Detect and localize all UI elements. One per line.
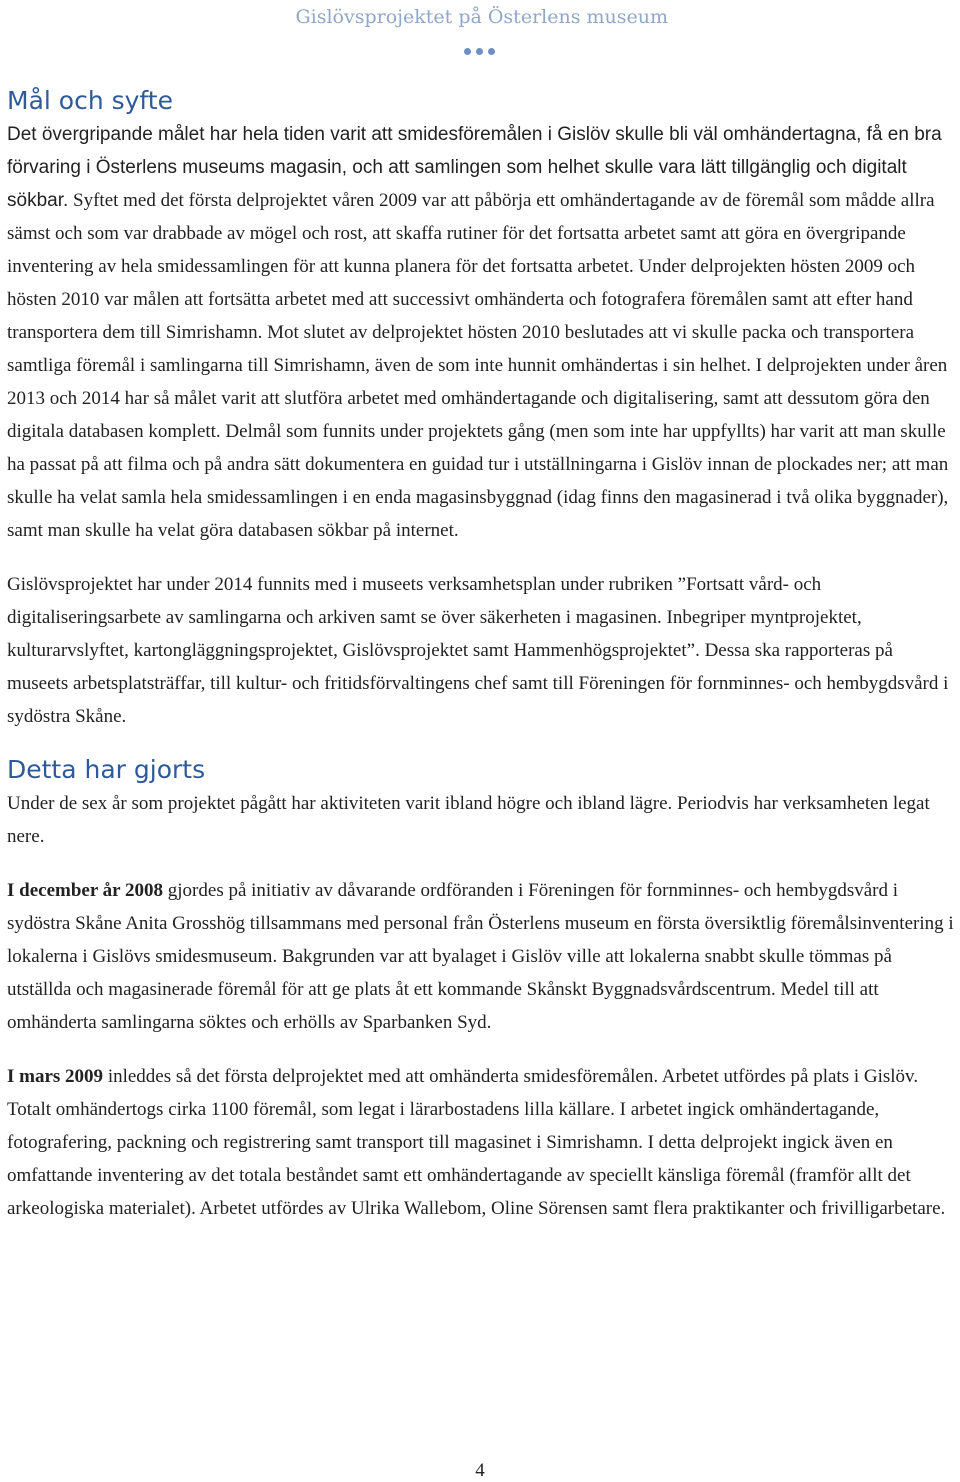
- paragraph-mars-2009-text: inleddes så det första delprojektet med att omhänderta smidesföremålen. Arbetet utfördes på plats i Gislöv. Totalt omhändertogs cirka 1100 föremål, som legat i lärarbostadens lilla källare. I arbetet ingick omhändertagande, fotografering, packning och registrering samt transport till magasinet i Simrishamn. I detta delprojekt ingick även en omfattande inventering av det totala beståndet samt ett omhändertagande av speciellt känsliga föremål (framför allt det arkeologiska materialet). Arbetet utfördes av Ulrika Wallebom, Oline Sörensen samt flera praktikanter och frivilligarbetare.: [7, 1066, 946, 1219]
- paragraph-mars-2009: [7, 1060, 955, 1225]
- dot-icon: [476, 48, 483, 55]
- paragraph-verksamhetsplan: Gislövsprojektet har under 2014 funnits med i museets verksamhetsplan under rubriken ”Fortsatt vård- och digitaliseringsarbete av samlingarna och arkiven samt se över säkerheten i magasinen. Inbegriper myntprojektet, kulturarvslyftet, kartongläggningsprojektet, Gislövsprojektet samt Hammenhögsprojektet”. Dessa ska rapporteras på museets arbetsplatsträffar, till kultur- och fritidsförvaltingens chef samt till Föreningen för fornminnes- och hembygdsvård i sydöstra Skåne.: [7, 574, 949, 727]
- page-number: 4: [475, 1460, 485, 1481]
- paragraph-december-2008-text: gjordes på initiativ av dåvarande ordföranden i Föreningen för fornminnes- och hembygdsvård i sydöstra Skåne Anita Grosshög tillsammans med personal från Österlens museum en första översiktlig föremålsinventering i lokalerna i Gislövs smidesmuseum. Bakgrunden var att byalaget i Gislöv ville att lokalerna snabbt skulle tömmas på utställda och magasinerade föremål för att ge plats åt ett kommande Skånskt Byggnadsvårdscentrum. Medel till att omhänderta samlingarna söktes och erhölls av Sparbanken Syd.: [7, 880, 954, 1033]
- heading-detta-har-gjorts: Detta har gjorts: [7, 755, 206, 784]
- document-body: [7, 84, 955, 1225]
- date-december-2008: I december år 2008: [7, 880, 164, 901]
- paragraph-mal-rest: Syftet med det första delprojektet våren 2009 var att påbörja ett omhändertagande av de föremål som mådde allra sämst och som var drabbade av mögel och rost, att skaffa rutiner för det fortsatta arbetet samt att göra en övergripande inventering av hela smidessamlingen för att kunna planera för det fortsatta arbetet. Under delprojekten hösten 2009 och hösten 2010 var målen att fortsätta arbetet med att successivt omhänderta och fotografera föremålen samt att efter hand transportera dem till Simrishamn. Mot slutet av delprojektet hösten 2010 beslutades att vi skulle packa och transportera samtliga föremål i samlingarna till Simrishamn, även de som inte hunnit omhändertas i sin helhet. I delprojekten under åren 2013 och 2014 har så målet varit att slutföra arbetet med omhändertagande och digitalisering, samt att dessutom göra den digitala databasen komplett. Delmål som funnits under projektets gång (men som inte har uppfyllts) har varit att man skulle ha passat på att filma och på andra sätt dokumentera en guidad tur i utställningarna i Gislöv innan de plockades ner; att man skulle ha velat samla hela smidessamlingen i en enda magasinsbyggnad (idag finns den magasinerad i två olika byggnader), samt man skulle ha velat göra databasen sökbar på internet.: [7, 190, 949, 541]
- date-mars-2009: I mars 2009: [7, 1066, 104, 1087]
- running-header: Gislövsprojektet på Österlens museum: [295, 6, 668, 28]
- dot-icon: [464, 48, 471, 55]
- paragraph-december-2008: [7, 874, 955, 1039]
- heading-mal-och-syfte: Mål och syfte: [7, 86, 173, 115]
- dot-icon: [488, 48, 495, 55]
- paragraph-sex-ar: Under de sex år som projektet pågått har aktiviteten varit ibland högre och ibland lägre. Periodvis har verksamheten legat nere.: [7, 793, 930, 847]
- paragraph-mal-lead: Det övergripande målet har hela tiden varit att smidesföremålen i Gislöv skulle bli väl omhändertagna, få en bra förvaring i Österlens museums magasin, och att samlingen som helhet skulle vara lätt tillgänglig och digitalt sökbar.: [7, 124, 942, 211]
- header-dots-ornament: [464, 42, 500, 60]
- paragraph-mal: [7, 118, 955, 547]
